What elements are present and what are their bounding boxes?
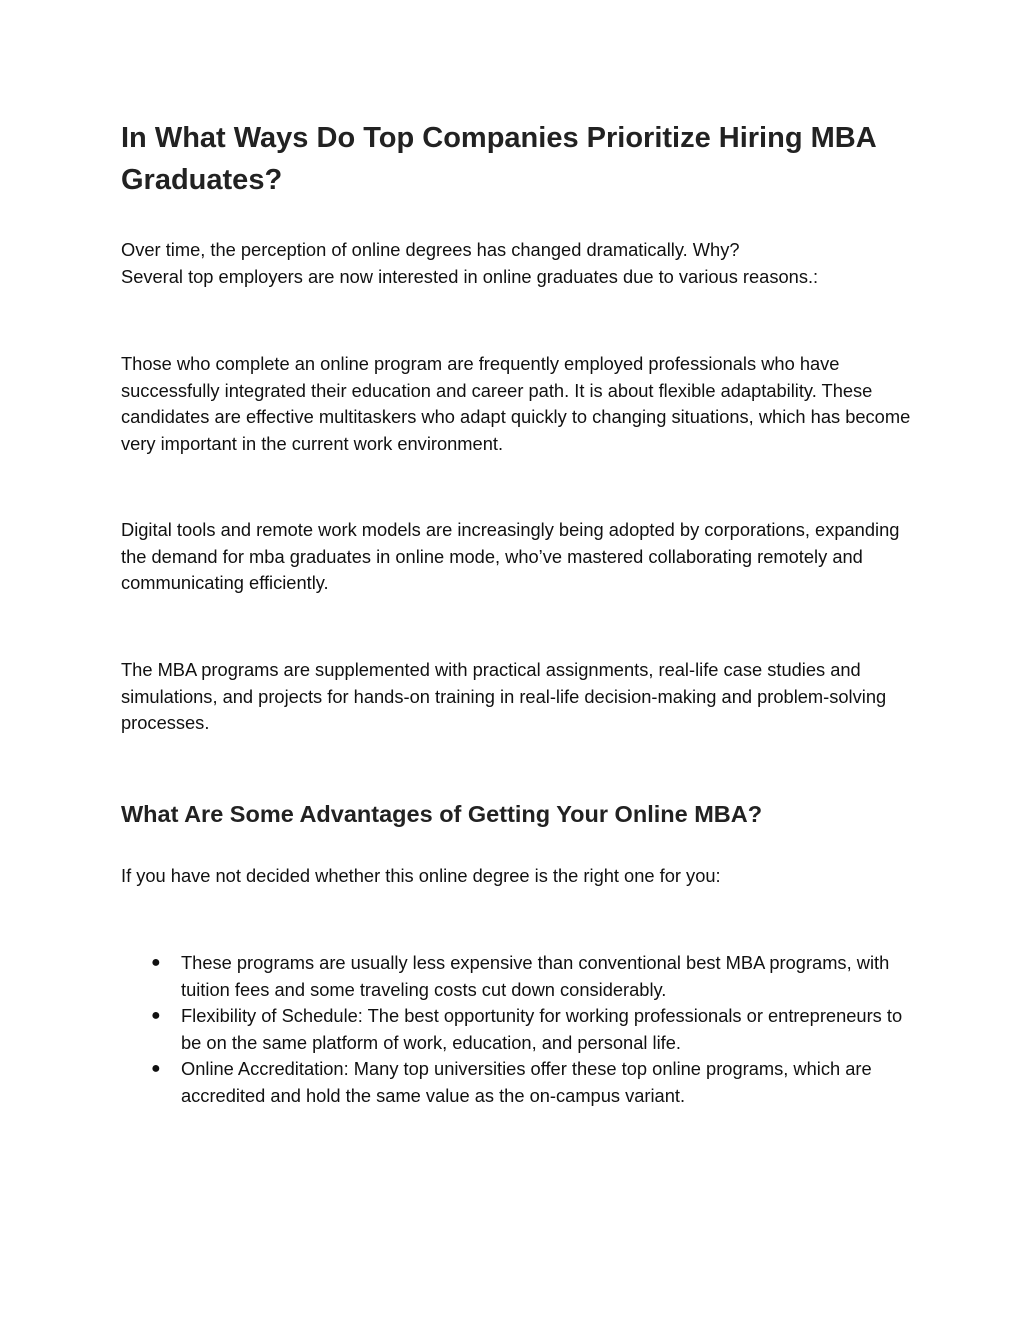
bullet-icon: ● — [151, 1060, 161, 1077]
advantages-intro: If you have not decided whether this online degree is the right one for you: — [121, 865, 721, 886]
list-item — [121, 1056, 911, 1109]
bullet-icon: ● — [151, 1007, 161, 1024]
intro-line-2: Several top employers are now interested in online graduates due to various reasons.: — [121, 265, 819, 287]
list-item-text: Flexibility of Schedule: The best opportunity for working professionals or entrepreneurs to be on the same platform of work, education, and personal life. — [181, 1005, 903, 1053]
list-item-text: These programs are usually less expensive than conventional best MBA programs, with tuition fees and some traveling costs cut down considerably. — [181, 952, 890, 1000]
bullet-icon: ● — [151, 954, 161, 971]
section-heading-advantages: What Are Some Advantages of Getting Your Online MBA? — [121, 801, 763, 827]
advantages-list — [121, 950, 911, 1109]
paragraph-remote-work: Digital tools and remote work models are increasingly being adopted by corporations, expanding the demand for mba graduates in online mode, who’ve mastered collaborating remotely and communicating efficiently. — [121, 519, 900, 593]
paragraph-practical-training: The MBA programs are supplemented with practical assignments, real-life case studies and simulations, and projects for hands-on training in real-life decision-making and problem-solving processes. — [121, 659, 887, 733]
intro-line-1: Over time, the perception of online degrees has changed dramatically. Why? — [121, 239, 740, 260]
intro-paragraph — [121, 237, 911, 290]
list-item — [121, 1003, 911, 1056]
list-item-text: Online Accreditation: Many top universities offer these top online programs, which are accredited and hold the same value as the on-campus variant. — [181, 1058, 872, 1106]
paragraph-flexible-adaptability: Those who complete an online program are frequently employed professionals who have successfully integrated their education and career path. It is about flexible adaptability. These candidates are effective multitaskers who adapt quickly to changing situations, which has become very important in the current work environment. — [121, 353, 911, 454]
list-item — [121, 950, 911, 1003]
page-title: In What Ways Do Top Companies Prioritize Hiring MBA Graduates? — [121, 122, 876, 196]
